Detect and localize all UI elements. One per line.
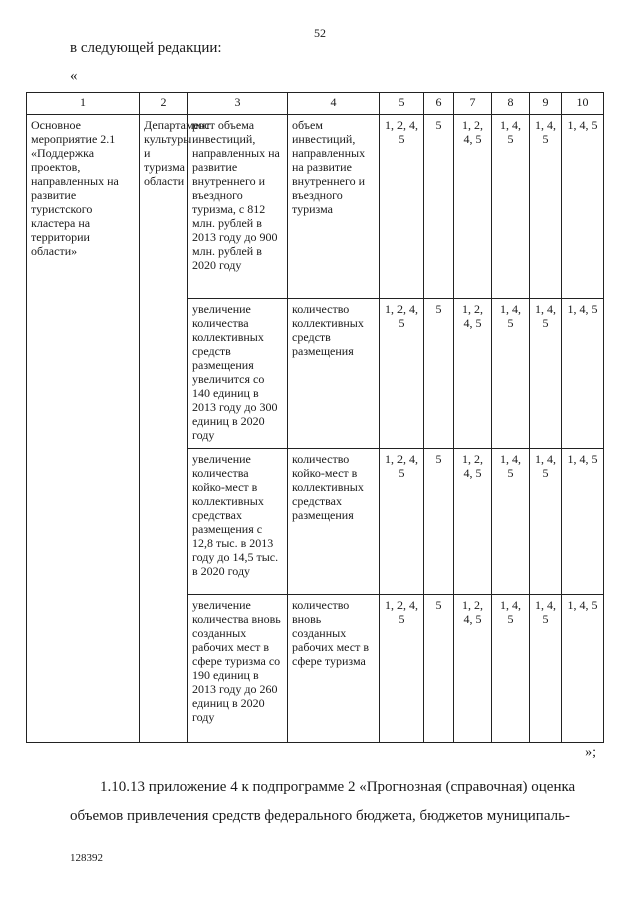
indicators-table (26, 92, 604, 743)
header-cell: 7 (454, 93, 492, 115)
indicator-cell: увеличение количества вновь созданных рабочих мест в сфере туризма со 190 единиц в 2013 году до 260 единиц в 2020 году (188, 595, 288, 743)
intro-text: в следующей редакции: (70, 40, 222, 56)
value-cell: 1, 2, 4, 5 (380, 299, 424, 449)
header-cell: 4 (288, 93, 380, 115)
value-cell: 1, 4, 5 (562, 595, 604, 743)
value-cell: 1, 4, 5 (530, 595, 562, 743)
value-cell: 1, 2, 4, 5 (380, 449, 424, 595)
header-cell: 1 (27, 93, 140, 115)
value-cell: 1, 4, 5 (562, 115, 604, 299)
value-cell: 1, 4, 5 (492, 299, 530, 449)
header-cell: 2 (140, 93, 188, 115)
value-cell: 1, 2, 4, 5 (454, 299, 492, 449)
value-cell: 1, 4, 5 (492, 115, 530, 299)
value-cell: 1, 4, 5 (530, 299, 562, 449)
measure-cell: количество коллективных средств размещения (288, 299, 380, 449)
value-cell: 1, 4, 5 (530, 115, 562, 299)
activity-cell: Основное мероприятие 2.1 «Поддержка проектов, направленных на развитие туристского кластера на территории области» (27, 115, 140, 743)
value-cell: 1, 2, 4, 5 (380, 595, 424, 743)
body-paragraph-line-1: 1.10.13 приложение 4 к подпрограмме 2 «Прогнозная (справочная) оценка (100, 779, 576, 795)
table-row (27, 115, 604, 299)
value-cell: 5 (424, 449, 454, 595)
header-cell: 8 (492, 93, 530, 115)
value-cell: 1, 2, 4, 5 (454, 595, 492, 743)
closing-quote: »; (585, 745, 596, 760)
header-cell: 6 (424, 93, 454, 115)
opening-quote: « (70, 68, 78, 84)
indicator-cell: увеличение количества койко-мест в коллективных средствах размещения с 12,8 тыс. в 2013 году до 14,5 тыс. в 2020 году (188, 449, 288, 595)
value-cell: 1, 2, 4, 5 (454, 115, 492, 299)
executor-cell: Департамент культуры и туризма области (140, 115, 188, 743)
header-cell: 10 (562, 93, 604, 115)
value-cell: 5 (424, 115, 454, 299)
value-cell: 1, 4, 5 (562, 449, 604, 595)
indicator-cell: рост объема инвестиций, направленных на развитие внутреннего и въездного туризма, с 812 млн. рублей в 2013 году до 900 млн. рублей в 2020 году (188, 115, 288, 299)
value-cell: 1, 4, 5 (492, 595, 530, 743)
value-cell: 1, 2, 4, 5 (454, 449, 492, 595)
value-cell: 5 (424, 299, 454, 449)
header-cell: 5 (380, 93, 424, 115)
value-cell: 5 (424, 595, 454, 743)
value-cell: 1, 4, 5 (530, 449, 562, 595)
measure-cell: количество койко-мест в коллективных средствах размещения (288, 449, 380, 595)
document-number: 128392 (70, 852, 103, 864)
header-cell: 3 (188, 93, 288, 115)
indicator-cell: увеличение количества коллективных средств размещения увеличится со 140 единиц в 2013 году до 300 единиц в 2020 году (188, 299, 288, 449)
header-cell: 9 (530, 93, 562, 115)
body-paragraph-line-2: объемов привлечения средств федерального бюджета, бюджетов муниципаль- (70, 808, 570, 824)
measure-cell: объем инвестиций, направленных на развитие внутреннего и въездного туризма (288, 115, 380, 299)
value-cell: 1, 4, 5 (492, 449, 530, 595)
value-cell: 1, 2, 4, 5 (380, 115, 424, 299)
table-header-row (27, 93, 604, 115)
measure-cell: количество вновь созданных рабочих мест в сфере туризма (288, 595, 380, 743)
value-cell: 1, 4, 5 (562, 299, 604, 449)
page-number: 52 (314, 26, 326, 40)
